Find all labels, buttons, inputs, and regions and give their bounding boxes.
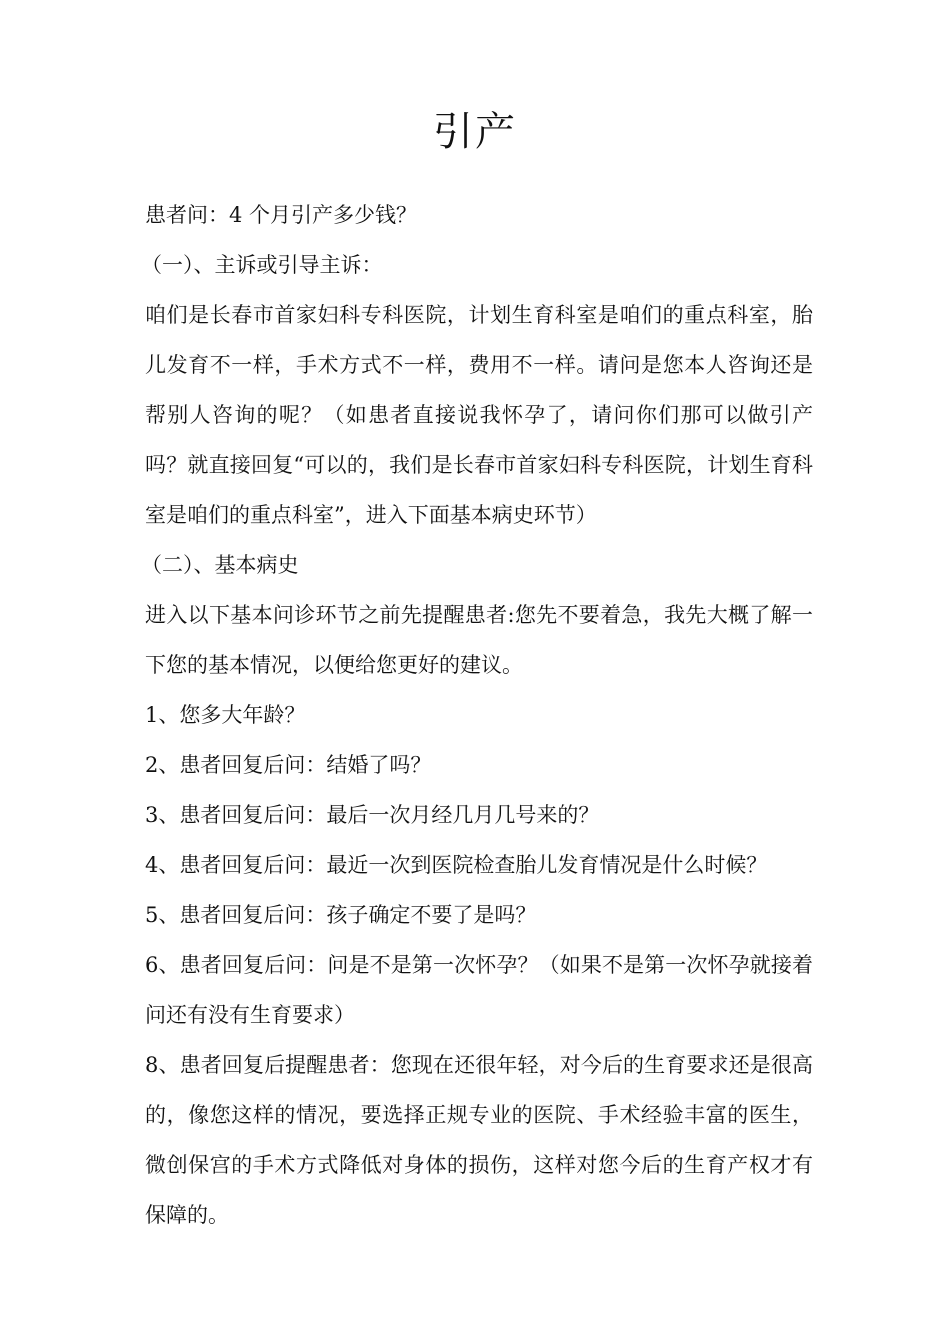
list-item: 4、患者回复后问：最近一次到医院检查胎儿发育情况是什么时候？: [145, 853, 768, 877]
list-item: 5、患者回复后问：孩子确定不要了是吗？: [145, 903, 537, 927]
section-heading-history: （二）、基本病史: [141, 553, 299, 577]
list-item: 6、患者回复后问：问是不是第一次怀孕？（如果不是第一次怀孕就接着问还有没有生育要求）: [145, 953, 813, 1027]
list-item: 1、您多大年龄？: [145, 703, 306, 727]
section-complaint-body: 咱们是长春市首家妇科专科医院，计划生育科室是咱们的重点科室，胎儿发育不一样，手术方式不一样，费用不一样。请问是您本人咨询还是帮别人咨询的呢？（如患者直接说我怀孕了，请问你们那可以做引产吗？就直接回复“可以的，我们是长春市首家妇科专科医院，计划生育科室是咱们的重点科室”，进入下面基本病史环节）: [145, 303, 813, 527]
list-item: 3、患者回复后问：最后一次月经几月几号来的？: [145, 803, 600, 827]
document-title: 引产: [433, 109, 517, 155]
section-history-intro: 进入以下基本问诊环节之前先提醒患者:您先不要着急，我先大概了解一下您的基本情况，以便给您更好的建议。: [145, 603, 813, 677]
section-heading-complaint: （一）、主诉或引导主诉：: [141, 253, 383, 277]
patient-question: 患者问：4 个月引产多少钱？: [145, 203, 418, 227]
document-body: [141, 190, 813, 1240]
list-item: 8、患者回复后提醒患者：您现在还很年轻，对今后的生育要求还是很高的，像您这样的情况，要选择正规专业的医院、手术经验丰富的医生，微创保宫的手术方式降低对身体的损伤，这样对您今后的生育产权才有保障的。: [145, 1053, 813, 1227]
list-item: 2、患者回复后问：结婚了吗？: [145, 753, 432, 777]
